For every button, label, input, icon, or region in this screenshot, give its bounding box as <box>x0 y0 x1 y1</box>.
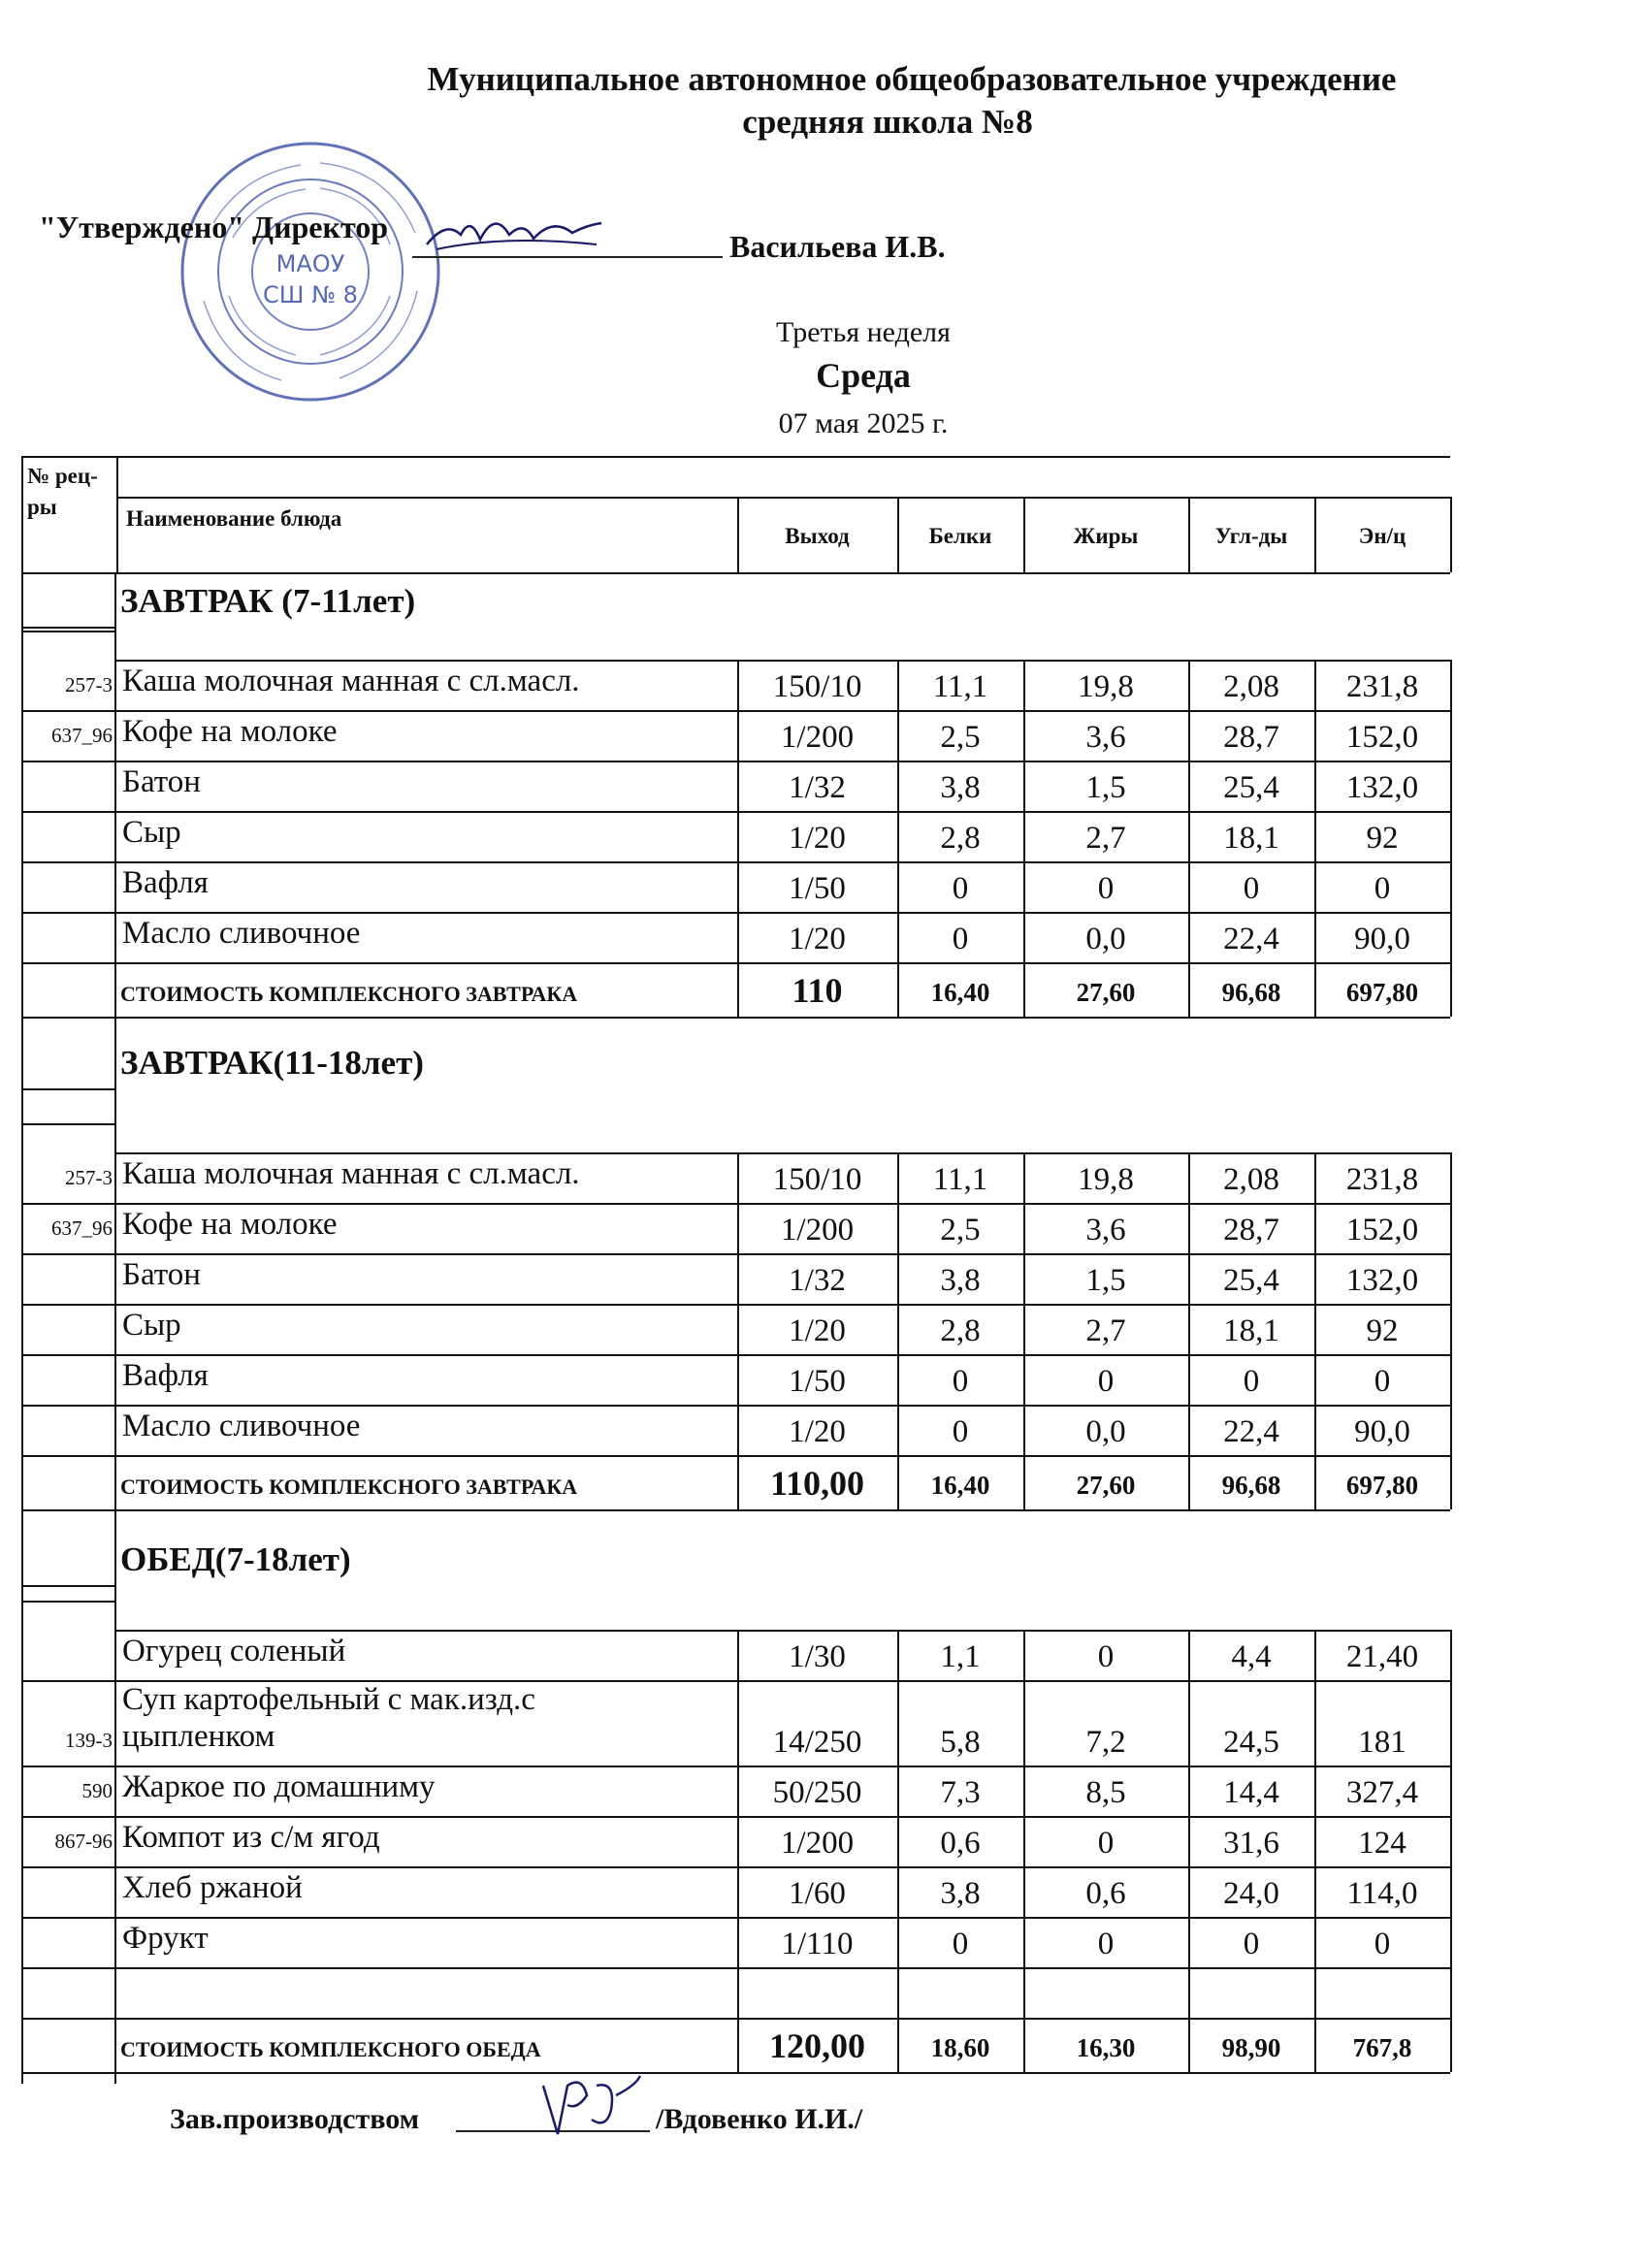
total-protein: 18,60 <box>930 2033 990 2062</box>
section-title-line <box>21 627 116 629</box>
cell-energy: 114,0 <box>1346 1876 1418 1911</box>
cell-energy: 0 <box>1374 871 1391 906</box>
recipe-code: 867-96 <box>54 1830 113 1853</box>
total-fat: 16,30 <box>1076 2033 1136 2062</box>
col-line <box>737 1967 739 2018</box>
row-line <box>21 1455 1450 1457</box>
dish-name: Вафля <box>122 865 209 900</box>
cell-carbs: 0 <box>1243 871 1260 906</box>
row-line <box>21 1766 1450 1767</box>
cell-protein: 11,1 <box>932 669 988 704</box>
row-line <box>21 761 1450 762</box>
row-line <box>21 1354 1450 1356</box>
cell-yield: 1/200 <box>780 1826 855 1861</box>
section-spacer-line <box>21 1123 116 1125</box>
cell-protein: 1,1 <box>940 1639 981 1674</box>
col-header-code: № рец- <box>27 464 98 488</box>
cell-fat: 3,6 <box>1085 1213 1126 1247</box>
seal-text-line1: МАОУ <box>275 250 345 277</box>
cell-energy: 92 <box>1366 821 1399 856</box>
col-line <box>1450 1405 1452 1455</box>
col-line <box>1023 1967 1025 2018</box>
cell-energy: 132,0 <box>1345 1263 1419 1298</box>
cell-yield: 14/250 <box>772 1725 862 1760</box>
total-energy: 697,80 <box>1345 1471 1419 1500</box>
cell-protein: 0 <box>952 922 969 956</box>
cell-yield: 50/250 <box>772 1775 862 1810</box>
cell-carbs: 28,7 <box>1223 1213 1279 1247</box>
dish-name: Каша молочная манная с сл.масл. <box>122 1156 580 1191</box>
cell-protein: 5,8 <box>940 1725 981 1760</box>
dish-name: Суп картофельный с мак.изд.с <box>122 1682 535 1717</box>
cell-yield: 1/60 <box>789 1876 846 1911</box>
total-fat: 27,60 <box>1076 978 1136 1007</box>
footer-signature <box>529 2066 655 2144</box>
cell-yield: 150/10 <box>772 1162 862 1197</box>
footer-name: /Вдовенко И.И./ <box>656 2103 863 2135</box>
cell-fat: 19,8 <box>1078 669 1134 704</box>
section-title-line <box>21 1088 116 1090</box>
cell-yield: 1/50 <box>789 871 846 906</box>
cell-protein: 0 <box>952 871 969 906</box>
dish-name: Батон <box>122 1257 201 1292</box>
cell-energy: 92 <box>1366 1313 1399 1348</box>
total-label: СТОИМОСТЬ КОМПЛЕКСНОГО ОБЕДА <box>120 2037 541 2061</box>
cell-energy: 152,0 <box>1345 720 1419 755</box>
col-line <box>1450 1917 1452 1967</box>
row-line <box>21 1253 1450 1255</box>
cell-fat: 0 <box>1097 1639 1115 1674</box>
footer-label: Зав.производством <box>170 2103 420 2135</box>
recipe-code: 257-3 <box>65 673 113 697</box>
recipe-code: 590 <box>81 1779 113 1802</box>
dish-name: Компот из с/м ягод <box>122 1820 380 1855</box>
cell-carbs: 24,0 <box>1223 1876 1279 1911</box>
row-line <box>21 1917 1450 1919</box>
section-title-line <box>21 1585 116 1587</box>
cell-protein: 0 <box>952 1927 969 1961</box>
col-line <box>1450 1766 1452 1816</box>
cell-energy: 90,0 <box>1354 922 1410 956</box>
col-line <box>1450 1203 1452 1253</box>
cell-protein: 2,8 <box>940 821 981 856</box>
cell-energy: 181 <box>1358 1725 1406 1760</box>
section-left-line <box>21 1533 23 2084</box>
col-header-carbs: Угл-ды <box>1214 524 1288 548</box>
col-header-yield: Выход <box>785 524 850 548</box>
col-header-energy: Эн/ц <box>1358 524 1406 548</box>
director-name: Васильева И.В. <box>729 229 946 264</box>
cell-yield: 1/20 <box>789 922 846 956</box>
cell-carbs: 22,4 <box>1223 922 1279 956</box>
dish-name: Каша молочная манная с сл.масл. <box>122 664 580 698</box>
row-top-line <box>116 1152 1450 1154</box>
date-label: 07 мая 2025 г. <box>778 407 949 439</box>
cell-yield: 1/50 <box>789 1364 846 1399</box>
cell-yield: 150/10 <box>772 669 862 704</box>
org-name-line1: Муниципальное автономное общеобразовательное учреждение <box>427 60 1397 98</box>
cell-protein: 11,1 <box>932 1162 988 1197</box>
dish-name-2: цыпленком <box>122 1719 275 1754</box>
cell-fat: 0 <box>1097 1826 1115 1861</box>
header-bottom-line <box>21 572 1450 574</box>
total-bottom-line <box>21 1509 1450 1511</box>
cell-carbs: 31,6 <box>1223 1826 1279 1861</box>
cell-yield: 1/30 <box>789 1639 846 1674</box>
total-fat: 27,60 <box>1076 1471 1136 1500</box>
col-header-fat: Жиры <box>1073 524 1139 548</box>
total-price: 110,00 <box>769 1464 864 1503</box>
total-label: СТОИМОСТЬ КОМПЛЕКСНОГО ЗАВТРАКА <box>120 1474 578 1499</box>
cell-fat: 2,7 <box>1085 1313 1126 1348</box>
cell-energy: 152,0 <box>1345 1213 1419 1247</box>
dish-name: Кофе на молоке <box>122 1207 338 1242</box>
col-line <box>1450 861 1452 912</box>
cell-energy: 0 <box>1374 1364 1391 1399</box>
recipe-code: 139-3 <box>65 1729 113 1752</box>
header-mid-line <box>116 497 1450 499</box>
cell-protein: 0,6 <box>940 1826 981 1861</box>
total-protein: 16,40 <box>930 1471 990 1500</box>
section-title: ЗАВТРАК(11-18лет) <box>120 1044 424 1082</box>
header-top-line <box>21 456 1450 458</box>
cell-carbs: 18,1 <box>1223 821 1279 856</box>
cell-carbs: 14,4 <box>1223 1775 1279 1810</box>
recipe-code: 637_96 <box>51 724 113 747</box>
cell-carbs: 18,1 <box>1223 1313 1279 1348</box>
cell-yield: 1/200 <box>780 1213 855 1247</box>
col-line <box>1314 1967 1316 2018</box>
col-line <box>1450 1630 1452 1680</box>
section-spacer-line <box>21 1601 116 1603</box>
cell-protein: 7,3 <box>940 1775 981 1810</box>
dish-name: Сыр <box>122 1308 181 1343</box>
row-line <box>21 2018 1450 2020</box>
col-line <box>1450 1455 1452 1509</box>
col-line <box>1450 1253 1452 1304</box>
row-line <box>21 710 1450 712</box>
cell-energy: 21,40 <box>1345 1639 1419 1674</box>
row-line <box>21 912 1450 914</box>
cell-carbs: 24,5 <box>1223 1725 1279 1760</box>
total-price: 120,00 <box>769 2026 865 2065</box>
dish-name: Кофе на молоке <box>122 714 338 749</box>
cell-fat: 1,5 <box>1085 770 1126 805</box>
approved-label: "Утверждено" Директор <box>39 210 389 244</box>
cell-energy: 327,4 <box>1345 1775 1419 1810</box>
cell-fat: 19,8 <box>1078 1162 1134 1197</box>
cell-fat: 0 <box>1097 1927 1115 1961</box>
dish-name: Жаркое по домашниму <box>122 1769 436 1804</box>
cell-fat: 7,2 <box>1085 1725 1126 1760</box>
cell-carbs: 0 <box>1243 1927 1260 1961</box>
col-line <box>1450 1816 1452 1866</box>
cell-fat: 1,5 <box>1085 1263 1126 1298</box>
cell-protein: 3,8 <box>940 770 981 805</box>
cell-carbs: 25,4 <box>1223 1263 1279 1298</box>
cell-carbs: 22,4 <box>1223 1414 1279 1449</box>
cell-protein: 2,5 <box>940 720 981 755</box>
row-line <box>21 962 1450 964</box>
dish-name: Батон <box>122 764 201 799</box>
section-code-line <box>114 1036 116 1533</box>
col-line <box>1450 912 1452 962</box>
cell-fat: 2,7 <box>1085 821 1126 856</box>
day-label: Среда <box>816 356 911 395</box>
cell-yield: 1/200 <box>780 720 855 755</box>
dish-name: Огурец соленый <box>122 1634 346 1669</box>
row-line <box>21 1967 1450 1969</box>
cell-energy: 231,8 <box>1345 669 1419 704</box>
col-line <box>897 1967 899 2018</box>
seal-text-line2: СШ № 8 <box>263 281 358 308</box>
section-title: ЗАВТРАК (7-11лет) <box>120 582 416 620</box>
cell-fat: 0,0 <box>1085 1414 1126 1449</box>
total-energy: 697,80 <box>1345 978 1419 1007</box>
recipe-code: 637_96 <box>51 1216 113 1240</box>
cell-fat: 3,6 <box>1085 720 1126 755</box>
section-code-line <box>114 574 116 1036</box>
dish-name: Вафля <box>122 1358 209 1393</box>
cell-energy: 132,0 <box>1345 770 1419 805</box>
total-carbs: 96,68 <box>1221 978 1281 1007</box>
dish-name: Хлеб ржаной <box>122 1870 303 1905</box>
total-price: 110 <box>792 971 843 1010</box>
col-line <box>1450 1680 1452 1766</box>
total-carbs: 96,68 <box>1221 1471 1281 1500</box>
cell-carbs: 28,7 <box>1223 720 1279 755</box>
col-line <box>1450 962 1452 1017</box>
total-bottom-line <box>21 1017 1450 1019</box>
cell-fat: 0,6 <box>1085 1876 1126 1911</box>
cell-yield: 1/20 <box>789 821 846 856</box>
col-line <box>1450 660 1452 710</box>
cell-protein: 0 <box>952 1364 969 1399</box>
total-carbs: 98,90 <box>1221 2033 1281 2062</box>
section-code-line <box>114 1533 116 2084</box>
section-title: ОБЕД(7-18лет) <box>120 1540 351 1578</box>
cell-carbs: 2,08 <box>1223 1162 1279 1197</box>
dish-name: Масло сливочное <box>122 1409 361 1443</box>
cell-fat: 8,5 <box>1085 1775 1126 1810</box>
cell-energy: 231,8 <box>1345 1162 1419 1197</box>
cell-protein: 3,8 <box>940 1876 981 1911</box>
cell-yield: 1/110 <box>781 1927 854 1961</box>
cell-protein: 0 <box>952 1414 969 1449</box>
header-col-line <box>116 456 118 572</box>
total-protein: 16,40 <box>930 978 990 1007</box>
cell-carbs: 0 <box>1243 1364 1260 1399</box>
cell-fat: 0,0 <box>1085 922 1126 956</box>
col-line <box>1450 761 1452 811</box>
cell-carbs: 2,08 <box>1223 669 1279 704</box>
org-name-line2: средняя школа №8 <box>742 103 1033 141</box>
header-col-line <box>21 456 23 572</box>
row-top-line <box>116 1630 1450 1632</box>
header-col-line <box>1450 497 1452 572</box>
col-line <box>1450 1152 1452 1203</box>
dish-name: Сыр <box>122 815 181 850</box>
cell-energy: 124 <box>1358 1826 1406 1861</box>
cell-fat: 0 <box>1097 871 1115 906</box>
cell-carbs: 4,4 <box>1231 1639 1272 1674</box>
col-line <box>1450 811 1452 861</box>
col-header-name: Наименование блюда <box>126 506 342 531</box>
col-line <box>1450 710 1452 761</box>
total-energy: 767,8 <box>1352 2033 1412 2062</box>
row-line <box>21 861 1450 863</box>
dish-name: Фрукт <box>122 1921 209 1956</box>
col-line <box>1450 1354 1452 1405</box>
cell-energy: 0 <box>1374 1927 1391 1961</box>
col-header-protein: Белки <box>928 524 992 548</box>
col-line <box>1450 1967 1452 2018</box>
cell-yield: 1/20 <box>789 1414 846 1449</box>
row-line <box>21 1203 1450 1205</box>
cell-yield: 1/20 <box>789 1313 846 1348</box>
cell-protein: 2,8 <box>940 1313 981 1348</box>
col-line <box>1188 1967 1190 2018</box>
cell-fat: 0 <box>1097 1364 1115 1399</box>
row-top-line <box>116 660 1450 662</box>
col-line <box>1450 1866 1452 1917</box>
cell-yield: 1/32 <box>789 1263 846 1298</box>
cell-yield: 1/32 <box>789 770 846 805</box>
section-spacer-line <box>21 631 116 632</box>
section-left-line <box>21 1036 23 1533</box>
row-line <box>21 1816 1450 1818</box>
week-label: Третья неделя <box>776 316 951 348</box>
section-left-line <box>21 574 23 1036</box>
recipe-code: 257-3 <box>65 1166 113 1189</box>
cell-carbs: 25,4 <box>1223 770 1279 805</box>
row-line <box>21 1405 1450 1407</box>
col-header-code-2: ры <box>27 495 57 519</box>
dish-name: Масло сливочное <box>122 916 361 951</box>
row-line <box>21 811 1450 813</box>
col-line <box>1450 2018 1452 2072</box>
cell-energy: 90,0 <box>1354 1414 1410 1449</box>
cell-protein: 3,8 <box>940 1263 981 1298</box>
total-label: СТОИМОСТЬ КОМПЛЕКСНОГО ЗАВТРАКА <box>120 982 578 1006</box>
row-line <box>21 1304 1450 1306</box>
row-line <box>21 1866 1450 1868</box>
col-line <box>1450 1304 1452 1354</box>
cell-protein: 2,5 <box>940 1213 981 1247</box>
total-bottom-line <box>21 2072 1450 2074</box>
